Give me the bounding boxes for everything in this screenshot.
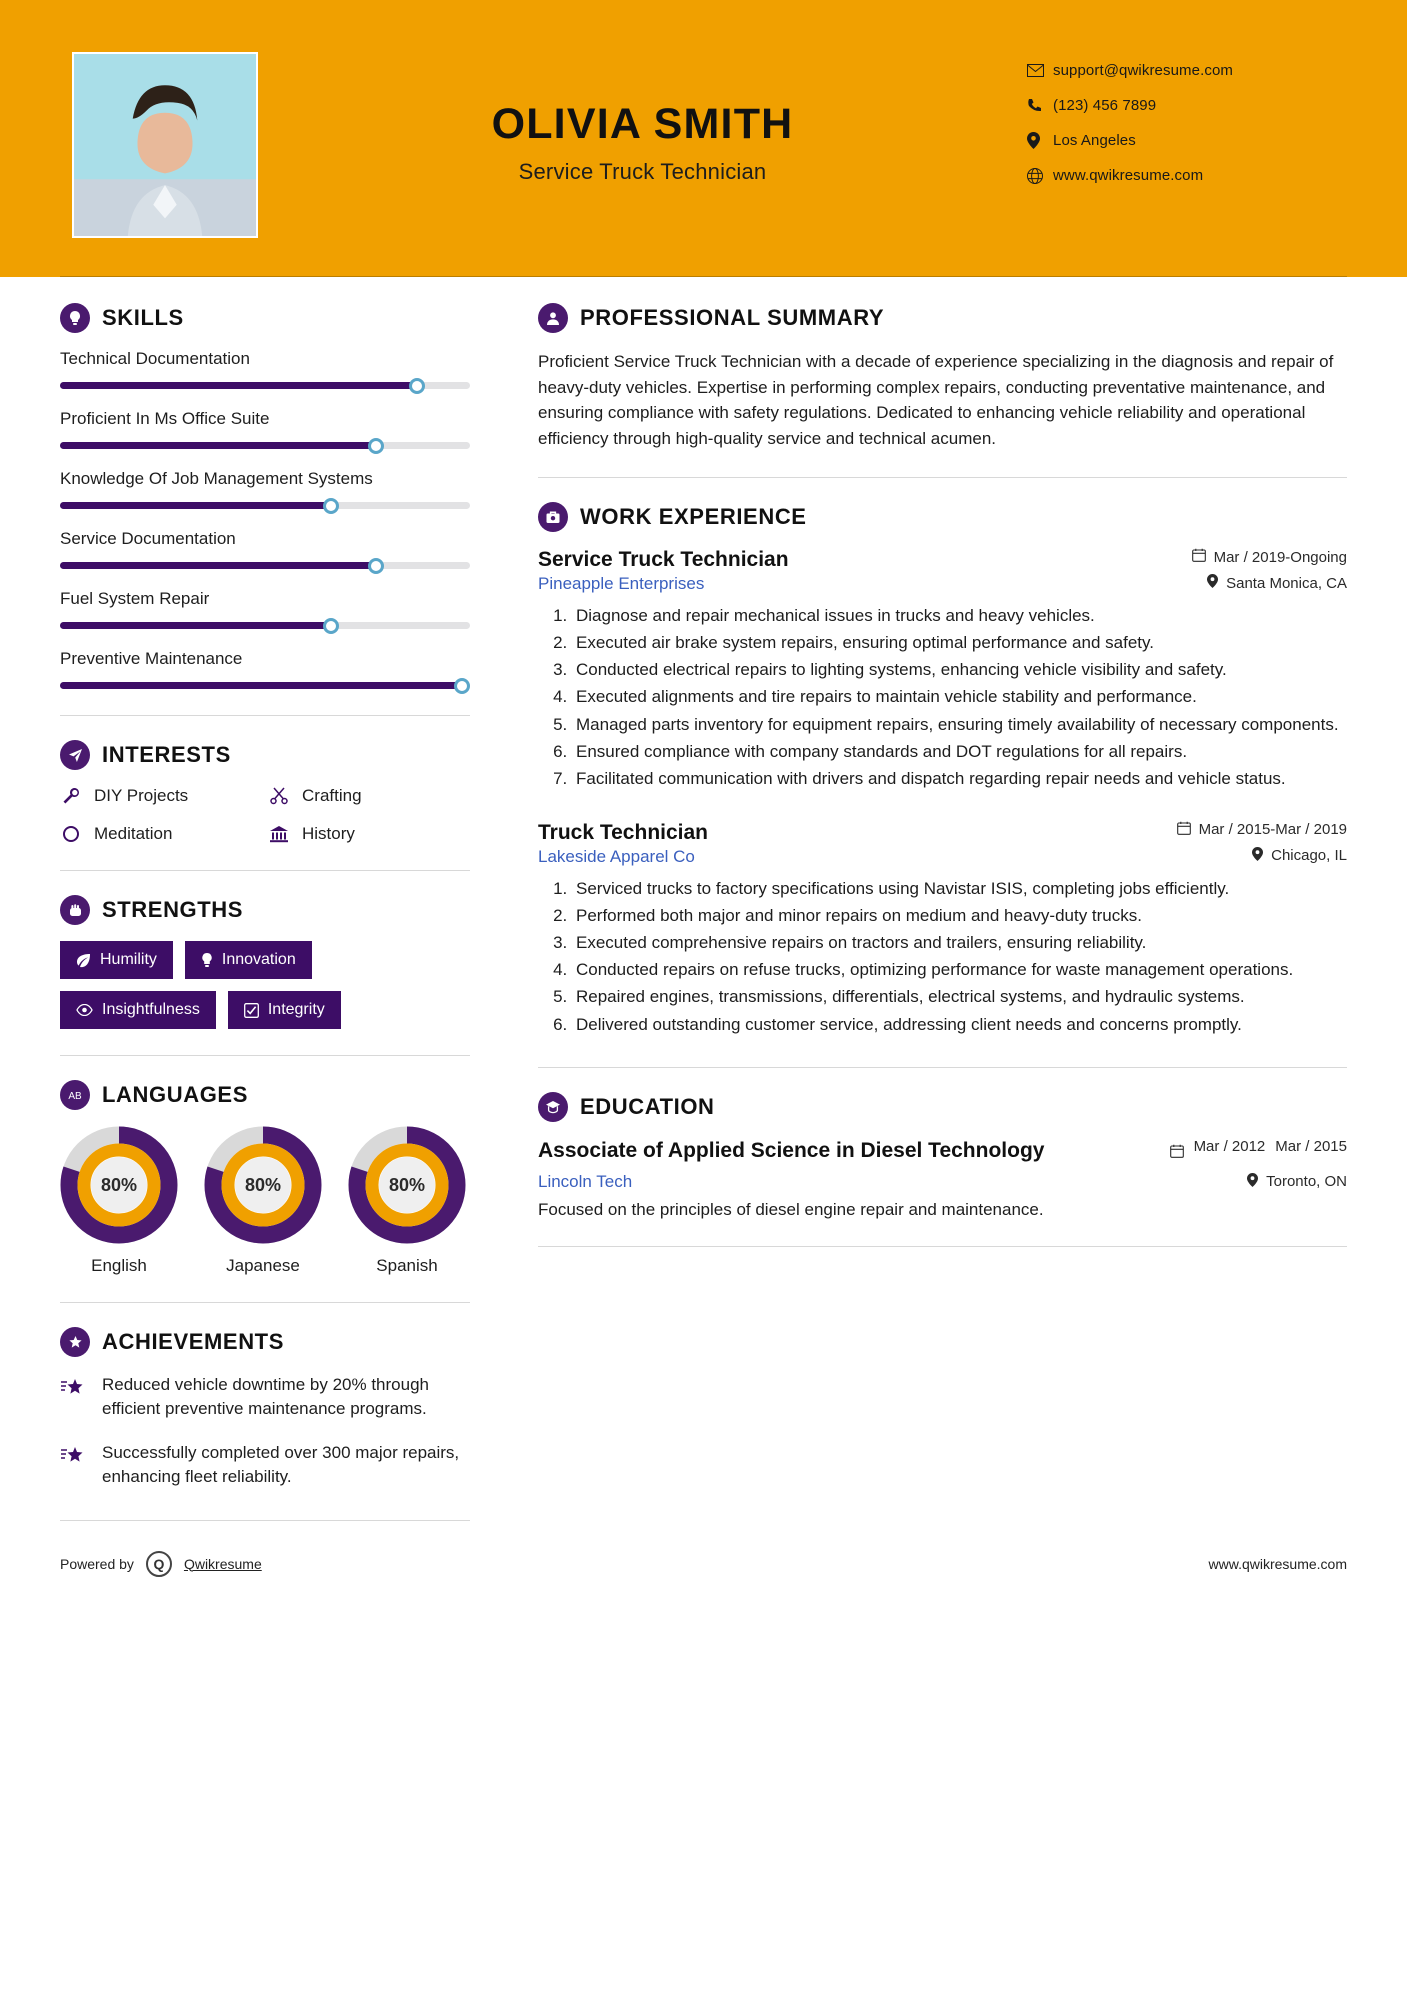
job-location bbox=[1207, 574, 1347, 592]
achievement-text: Reduced vehicle downtime by 20% through efficient preventive maintenance programs. bbox=[102, 1375, 429, 1419]
contact-location bbox=[1027, 132, 1347, 149]
job-title: Truck Technician bbox=[538, 820, 708, 844]
education-location-text: Toronto, ON bbox=[1266, 1173, 1347, 1191]
contact-phone-text: (123) 456 7899 bbox=[1053, 97, 1157, 114]
education-entry bbox=[538, 1138, 1347, 1220]
skill-bar bbox=[60, 442, 470, 449]
lightbulb-icon bbox=[60, 303, 90, 333]
language-value: 80% bbox=[100, 1174, 138, 1195]
education-end-date: Mar / 2015 bbox=[1275, 1137, 1347, 1155]
skill-label: Service Documentation bbox=[60, 529, 236, 548]
education-dates bbox=[1170, 1138, 1347, 1162]
divider bbox=[60, 1302, 470, 1303]
phone-icon bbox=[1027, 98, 1053, 113]
section-skills bbox=[60, 303, 470, 689]
strength-chip bbox=[60, 991, 216, 1029]
bullet: 4. Executed alignments and tire repairs to maintain vehicle stability and performance. bbox=[572, 685, 1347, 709]
location-pin-icon bbox=[1247, 1173, 1258, 1191]
language-value: 80% bbox=[388, 1174, 426, 1195]
qwikresume-link[interactable]: Qwikresume bbox=[183, 1555, 262, 1572]
language-donut bbox=[348, 1126, 466, 1244]
fist-icon bbox=[60, 895, 90, 925]
paper-plane-icon bbox=[60, 740, 90, 770]
skill-item bbox=[60, 409, 470, 449]
degree-title: Associate of Applied Science in Diesel Technology bbox=[538, 1138, 1045, 1162]
skill-item bbox=[60, 589, 470, 629]
language-name: English bbox=[91, 1256, 147, 1275]
skill-item bbox=[60, 469, 470, 509]
bullet: 6. Delivered outstanding customer service, addressing client needs and concerns promptly. bbox=[572, 1013, 1347, 1037]
section-title: WORK EXPERIENCE bbox=[580, 504, 807, 529]
interest-item bbox=[268, 824, 470, 844]
strength-chip bbox=[228, 991, 341, 1029]
section-title: ACHIEVEMENTS bbox=[102, 1329, 284, 1354]
page-footer bbox=[0, 1551, 1407, 1577]
star-icon bbox=[60, 1441, 88, 1489]
location-pin-icon bbox=[1207, 574, 1218, 592]
language-donut bbox=[60, 1126, 178, 1244]
interest-item bbox=[60, 786, 262, 806]
contact-location-text: Los Angeles bbox=[1053, 132, 1136, 149]
job-entry bbox=[538, 548, 1347, 791]
summary-text: Proficient Service Truck Technician with a decade of experience specializing in the diagnosis and repair of heavy-duty vehicles. Expertise in performing complex repairs, conducting preventative maintenance, and ensuring compliance with safety regulations. Dedicated to enhancing vehicle reliability and operational efficiency through high-quality service and technical acumen. bbox=[538, 352, 1334, 448]
bullet: 1. Serviced trucks to factory specifications using Navistar ISIS, completing jobs efficiently. bbox=[572, 877, 1347, 901]
section-interests bbox=[60, 740, 470, 844]
interest-label: History bbox=[302, 824, 355, 843]
strength-label: Humility bbox=[100, 951, 157, 968]
calendar-icon bbox=[1170, 1138, 1184, 1162]
job-role: Service Truck Technician bbox=[518, 159, 767, 184]
graduation-icon bbox=[538, 1092, 568, 1122]
strength-label: Insightfulness bbox=[102, 1001, 200, 1018]
skill-bar bbox=[60, 502, 470, 509]
eye-icon bbox=[76, 1004, 93, 1016]
job-entry bbox=[538, 821, 1347, 1037]
bank-icon bbox=[268, 825, 290, 843]
achievement-item bbox=[60, 1373, 470, 1421]
skill-label: Technical Documentation bbox=[60, 349, 250, 368]
interest-item bbox=[268, 786, 470, 806]
resume-header bbox=[0, 0, 1407, 277]
star-badge-icon bbox=[60, 1327, 90, 1357]
contact-email[interactable] bbox=[1027, 62, 1347, 79]
bullet: 3. Executed comprehensive repairs on tractors and trailers, ensuring reliability. bbox=[572, 931, 1347, 955]
job-location-text: Santa Monica, CA bbox=[1226, 574, 1347, 592]
section-title: INTERESTS bbox=[102, 742, 231, 767]
check-square-icon bbox=[244, 1003, 259, 1018]
section-professional-summary bbox=[538, 303, 1347, 451]
divider bbox=[538, 1067, 1347, 1068]
wrench-icon bbox=[60, 787, 82, 805]
envelope-icon bbox=[1027, 64, 1053, 77]
calendar-icon bbox=[1177, 821, 1191, 839]
powered-by-label: Powered by bbox=[60, 1555, 134, 1572]
divider bbox=[538, 1246, 1347, 1247]
interest-label: Crafting bbox=[302, 786, 362, 805]
user-circle-icon bbox=[538, 303, 568, 333]
school-name[interactable]: Lincoln Tech bbox=[538, 1171, 633, 1191]
job-dates-text: Mar / 2015-Mar / 2019 bbox=[1198, 821, 1347, 839]
job-dates bbox=[1192, 548, 1347, 566]
page-title: OLIVIA SMITH bbox=[491, 100, 794, 148]
skill-item bbox=[60, 349, 470, 389]
interest-item bbox=[60, 824, 262, 844]
contact-website[interactable] bbox=[1027, 167, 1347, 184]
leaf-icon bbox=[76, 953, 91, 968]
globe-icon bbox=[1027, 168, 1053, 184]
language-donut bbox=[204, 1126, 322, 1244]
skill-item bbox=[60, 529, 470, 569]
bullet: 2. Executed air brake system repairs, ensuring optimal performance and safety. bbox=[572, 631, 1347, 655]
strength-label: Innovation bbox=[221, 951, 296, 968]
contact-list bbox=[1027, 52, 1347, 202]
circle-icon bbox=[60, 825, 82, 843]
sidebar bbox=[60, 303, 500, 1521]
company-name[interactable]: Lakeside Apparel Co bbox=[538, 846, 695, 866]
bullet: 3. Conducted electrical repairs to lighting systems, enhancing vehicle visibility and safety. bbox=[572, 658, 1347, 682]
skill-item bbox=[60, 649, 470, 689]
location-pin-icon bbox=[1252, 847, 1263, 865]
interest-label: DIY Projects bbox=[94, 786, 189, 805]
skill-bar bbox=[60, 622, 470, 629]
strength-label: Integrity bbox=[267, 1001, 325, 1018]
svg-text:AB: AB bbox=[68, 1091, 82, 1102]
contact-email-text: support@qwikresume.com bbox=[1053, 62, 1233, 79]
divider bbox=[60, 1520, 470, 1521]
job-dates-text: Mar / 2019-Ongoing bbox=[1213, 548, 1347, 566]
bullet: 2. Performed both major and minor repairs on medium and heavy-duty trucks. bbox=[572, 904, 1347, 928]
job-dates bbox=[1177, 821, 1347, 839]
language-value: 80% bbox=[244, 1174, 282, 1195]
bullet: 7. Facilitated communication with drivers and dispatch regarding repair needs and vehicle status. bbox=[572, 767, 1347, 791]
language-name: Japanese bbox=[226, 1256, 300, 1275]
skill-label: Proficient In Ms Office Suite bbox=[60, 409, 270, 428]
bullet: 1. Diagnose and repair mechanical issues in trucks and heavy vehicles. bbox=[572, 604, 1347, 628]
bullet: 5. Repaired engines, transmissions, differentials, electrical systems, and hydraulic systems. bbox=[572, 985, 1347, 1009]
section-education bbox=[538, 1092, 1347, 1247]
strength-chip bbox=[185, 941, 312, 979]
section-languages bbox=[60, 1080, 470, 1276]
job-bullets bbox=[572, 877, 1347, 1037]
location-pin-icon bbox=[1027, 132, 1053, 149]
language-item bbox=[60, 1126, 178, 1276]
star-icon bbox=[60, 1373, 88, 1421]
divider bbox=[538, 477, 1347, 478]
section-achievements bbox=[60, 1327, 470, 1521]
language-item bbox=[204, 1126, 322, 1276]
section-title: SKILLS bbox=[102, 305, 184, 330]
divider bbox=[60, 870, 470, 871]
achievement-text: Successfully completed over 300 major repairs, enhancing fleet reliability. bbox=[102, 1443, 460, 1487]
skill-bar bbox=[60, 382, 470, 389]
avatar bbox=[72, 52, 258, 238]
job-bullets bbox=[572, 604, 1347, 791]
ab-translate-icon bbox=[60, 1080, 90, 1110]
language-name: Spanish bbox=[376, 1256, 438, 1275]
footer-website: www.qwikresume.com bbox=[1208, 1555, 1347, 1572]
education-location bbox=[1247, 1172, 1347, 1192]
company-name[interactable]: Pineapple Enterprises bbox=[538, 574, 705, 593]
divider bbox=[60, 1055, 470, 1056]
briefcase-gear-icon bbox=[538, 502, 568, 532]
bulb-icon bbox=[201, 953, 213, 968]
section-title: LANGUAGES bbox=[102, 1082, 248, 1107]
contact-website-text: www.qwikresume.com bbox=[1053, 167, 1204, 184]
job-location-text: Chicago, IL bbox=[1271, 847, 1347, 865]
achievement-item bbox=[60, 1441, 470, 1489]
job-title: Service Truck Technician bbox=[538, 548, 789, 571]
scissors-icon bbox=[268, 787, 290, 805]
divider bbox=[60, 715, 470, 716]
interest-label: Meditation bbox=[94, 824, 173, 843]
section-work-experience bbox=[538, 502, 1347, 1037]
contact-phone[interactable] bbox=[1027, 97, 1347, 114]
header-divider bbox=[60, 276, 1347, 277]
skill-bar bbox=[60, 682, 470, 689]
strength-chip bbox=[60, 941, 173, 979]
main-content bbox=[500, 303, 1347, 1521]
section-title: PROFESSIONAL SUMMARY bbox=[580, 305, 885, 330]
bullet: 5. Managed parts inventory for equipment repairs, ensuring timely availability of necessary components. bbox=[572, 713, 1347, 737]
education-description: Focused on the principles of diesel engine repair and maintenance. bbox=[538, 1199, 1044, 1219]
calendar-icon bbox=[1192, 548, 1206, 566]
bullet: 6. Ensured compliance with company standards and DOT regulations for all repairs. bbox=[572, 740, 1347, 764]
bullet: 4. Conducted repairs on refuse trucks, optimizing performance for waste management operations. bbox=[572, 958, 1347, 982]
skill-label: Fuel System Repair bbox=[60, 589, 210, 608]
education-start-date: Mar / 2012 bbox=[1193, 1137, 1266, 1155]
language-item bbox=[348, 1126, 466, 1276]
skill-label: Knowledge Of Job Management Systems bbox=[60, 469, 373, 488]
skill-bar bbox=[60, 562, 470, 569]
section-strengths bbox=[60, 895, 470, 1029]
name-block bbox=[258, 52, 1027, 185]
job-location bbox=[1252, 847, 1347, 865]
section-title: STRENGTHS bbox=[102, 897, 244, 922]
skill-label: Preventive Maintenance bbox=[60, 649, 243, 668]
section-title: EDUCATION bbox=[580, 1093, 715, 1119]
qwikresume-logo-icon: Q bbox=[146, 1551, 172, 1577]
